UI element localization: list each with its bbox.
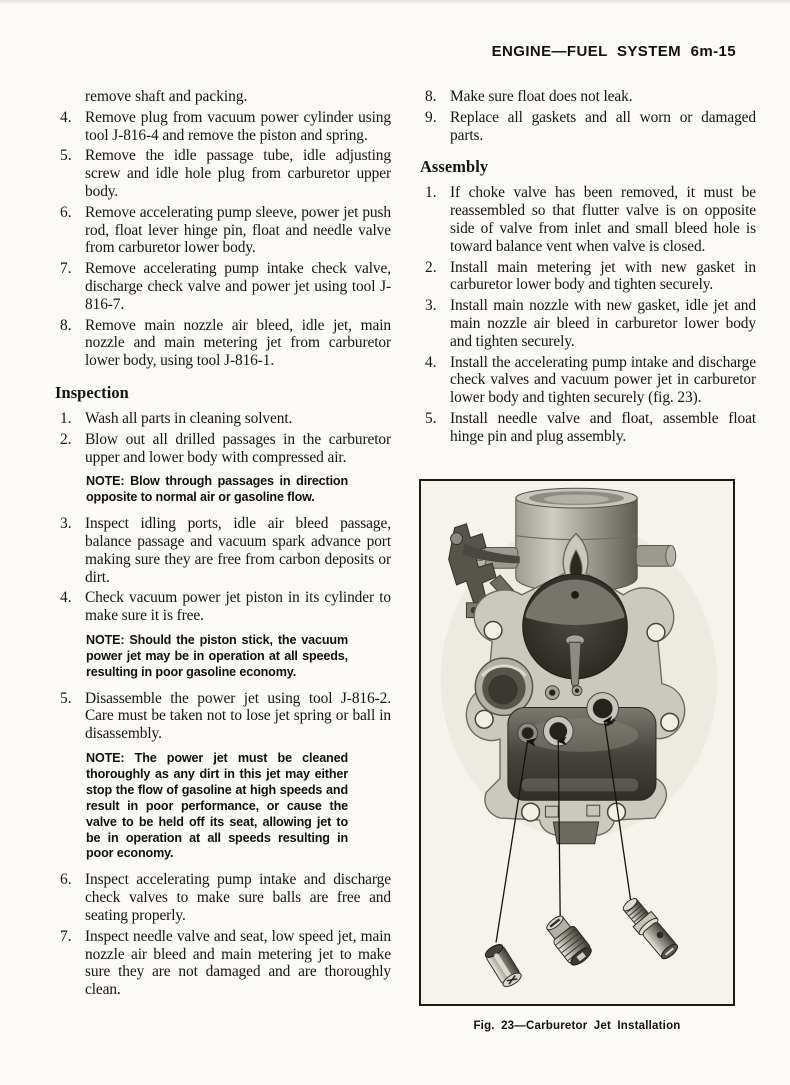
list-item xyxy=(420,354,756,407)
item-number: 4. xyxy=(425,353,437,371)
list-item xyxy=(55,317,391,370)
figure-caption: Fig. 23—Carburetor Jet Installation xyxy=(473,1020,681,1032)
item-number: 7. xyxy=(60,927,72,945)
list-item xyxy=(55,589,391,625)
item-number: 9. xyxy=(425,108,437,126)
item-text: Blow out all drilled passages in the carburetor upper and lower body with compressed air. xyxy=(85,430,391,466)
item-text: Remove main nozzle air bleed, idle jet, main nozzle and main metering jet from carburetor lower body, using tool J-816-1. xyxy=(85,316,391,370)
item-text: Replace all gaskets and all worn or damaged parts. xyxy=(450,108,756,144)
list-item xyxy=(420,297,756,350)
item-text: Disassemble the power jet using tool J-816-2. Care must be taken not to lose jet spring or ball in disassembly. xyxy=(85,689,391,743)
bolt-hole xyxy=(484,622,502,640)
item-number: 3. xyxy=(425,297,437,315)
list-item xyxy=(55,871,391,924)
list-item xyxy=(55,147,391,200)
item-text: If choke valve has been removed, it must be reassembled so that flutter valve is on opposite side of valve from inlet and small bleed hole is toward balance vent when valve is closed. xyxy=(450,184,756,255)
item-number: 4. xyxy=(60,589,72,607)
list-item xyxy=(55,928,391,999)
item-number: 8. xyxy=(425,88,437,105)
item-number: 7. xyxy=(60,260,72,278)
item-number: 6. xyxy=(60,871,72,889)
note-block: NOTE: Blow through passages in direction opposite to normal air or gasoline flow. xyxy=(86,474,348,505)
item-text: Remove accelerating pump intake check valve, discharge check valve and power jet using tool J-816-7. xyxy=(85,260,391,313)
list-item xyxy=(420,109,756,145)
bolt-hole xyxy=(475,710,493,728)
list-item xyxy=(55,431,391,467)
item-text: Inspect needle valve and seat, low speed jet, main nozzle air bleed and main metering jet to make sure they are not damaged and are thoroughly clean. xyxy=(85,927,391,999)
item-number: 6. xyxy=(60,203,72,221)
page-header-text: ENGINE—FUEL SYSTEM 6m-15 xyxy=(491,43,736,60)
item-number: 4. xyxy=(60,108,72,126)
item-number: 1. xyxy=(425,184,437,202)
item-number: 5. xyxy=(60,147,72,165)
list-item xyxy=(55,515,391,586)
item-text: Wash all parts in cleaning solvent. xyxy=(85,409,293,427)
float-bowl xyxy=(508,707,656,800)
pump-bore xyxy=(475,658,532,715)
item-number: 5. xyxy=(425,409,437,427)
vacuum-boss-right xyxy=(636,546,675,567)
item-number: 5. xyxy=(60,689,72,707)
list-item xyxy=(420,184,756,255)
note-block: NOTE: Should the piston stick, the vacuum power jet may be in operation at all speeds, resulting in poor gasoline economy. xyxy=(86,632,348,679)
jet-port-left xyxy=(518,723,538,743)
item-text: Remove the idle passage tube, idle adjusting screw and idle hole plug from carburetor upper body. xyxy=(85,147,391,200)
bolt-hole xyxy=(647,624,665,642)
section-heading-assembly: Assembly xyxy=(420,157,489,177)
list-item xyxy=(420,259,756,295)
list-item xyxy=(55,410,391,428)
list-item xyxy=(55,204,391,257)
bolt-hole xyxy=(661,713,679,731)
item-text: Install needle valve and float, assemble float hinge pin and plug assembly. xyxy=(450,409,756,445)
section-heading-inspection: Inspection xyxy=(55,382,129,402)
list-item xyxy=(55,260,391,313)
paragraph-continuation: remove shaft and packing. xyxy=(85,88,248,105)
list-item xyxy=(55,690,391,743)
item-number: 2. xyxy=(60,430,72,448)
list-item xyxy=(55,109,391,145)
list-item xyxy=(420,88,756,106)
jet-port-right xyxy=(587,693,619,726)
left-column xyxy=(55,88,391,1002)
item-number: 2. xyxy=(425,258,437,276)
item-text: Install main metering jet with new gasket in carburetor lower body and tighten securely. xyxy=(450,258,756,294)
right-column xyxy=(420,88,756,449)
item-text: Inspect accelerating pump intake and discharge check valves to make sure balls are free and seating properly. xyxy=(85,871,391,924)
item-text: Remove accelerating pump sleeve, power jet push rod, float lever hinge pin, float and needle valve from carburetor lower body. xyxy=(85,203,391,257)
item-number: 1. xyxy=(60,409,72,427)
item-text: Make sure float does not leak. xyxy=(450,88,633,105)
item-text: Remove plug from vacuum power cylinder using tool J-816-4 and remove the piston and spring. xyxy=(85,108,391,144)
note-block: NOTE: The power jet must be cleaned thoroughly as any dirt in this jet may either stop the flow of gasoline at high speeds and result in poor performance, or cause the valve to be held off its seat, allowing jet to be in operation at all speeds resulting in poor economy. xyxy=(86,751,348,861)
discharge-nozzle xyxy=(569,642,581,686)
item-text: Check vacuum power jet piston in its cylinder to make sure it is free. xyxy=(85,589,391,625)
item-text: Install main nozzle with new gasket, idle jet and main nozzle air bleed in carburetor lower body and tighten securely. xyxy=(450,297,756,350)
item-text: Install the accelerating pump intake and discharge check valves and vacuum power jet in carburetor lower body and tighten securely (fig. 23). xyxy=(450,353,756,407)
item-number: 8. xyxy=(60,316,72,334)
carburetor-photo xyxy=(421,481,733,1004)
item-number: 3. xyxy=(60,515,72,533)
list-item xyxy=(420,410,756,446)
figure-frame xyxy=(419,479,735,1006)
page-header xyxy=(492,43,736,60)
item-text: Inspect idling ports, idle air bleed passage, balance passage and vacuum spark advance port making sure they are free from carbon deposits or dirt. xyxy=(85,515,391,586)
